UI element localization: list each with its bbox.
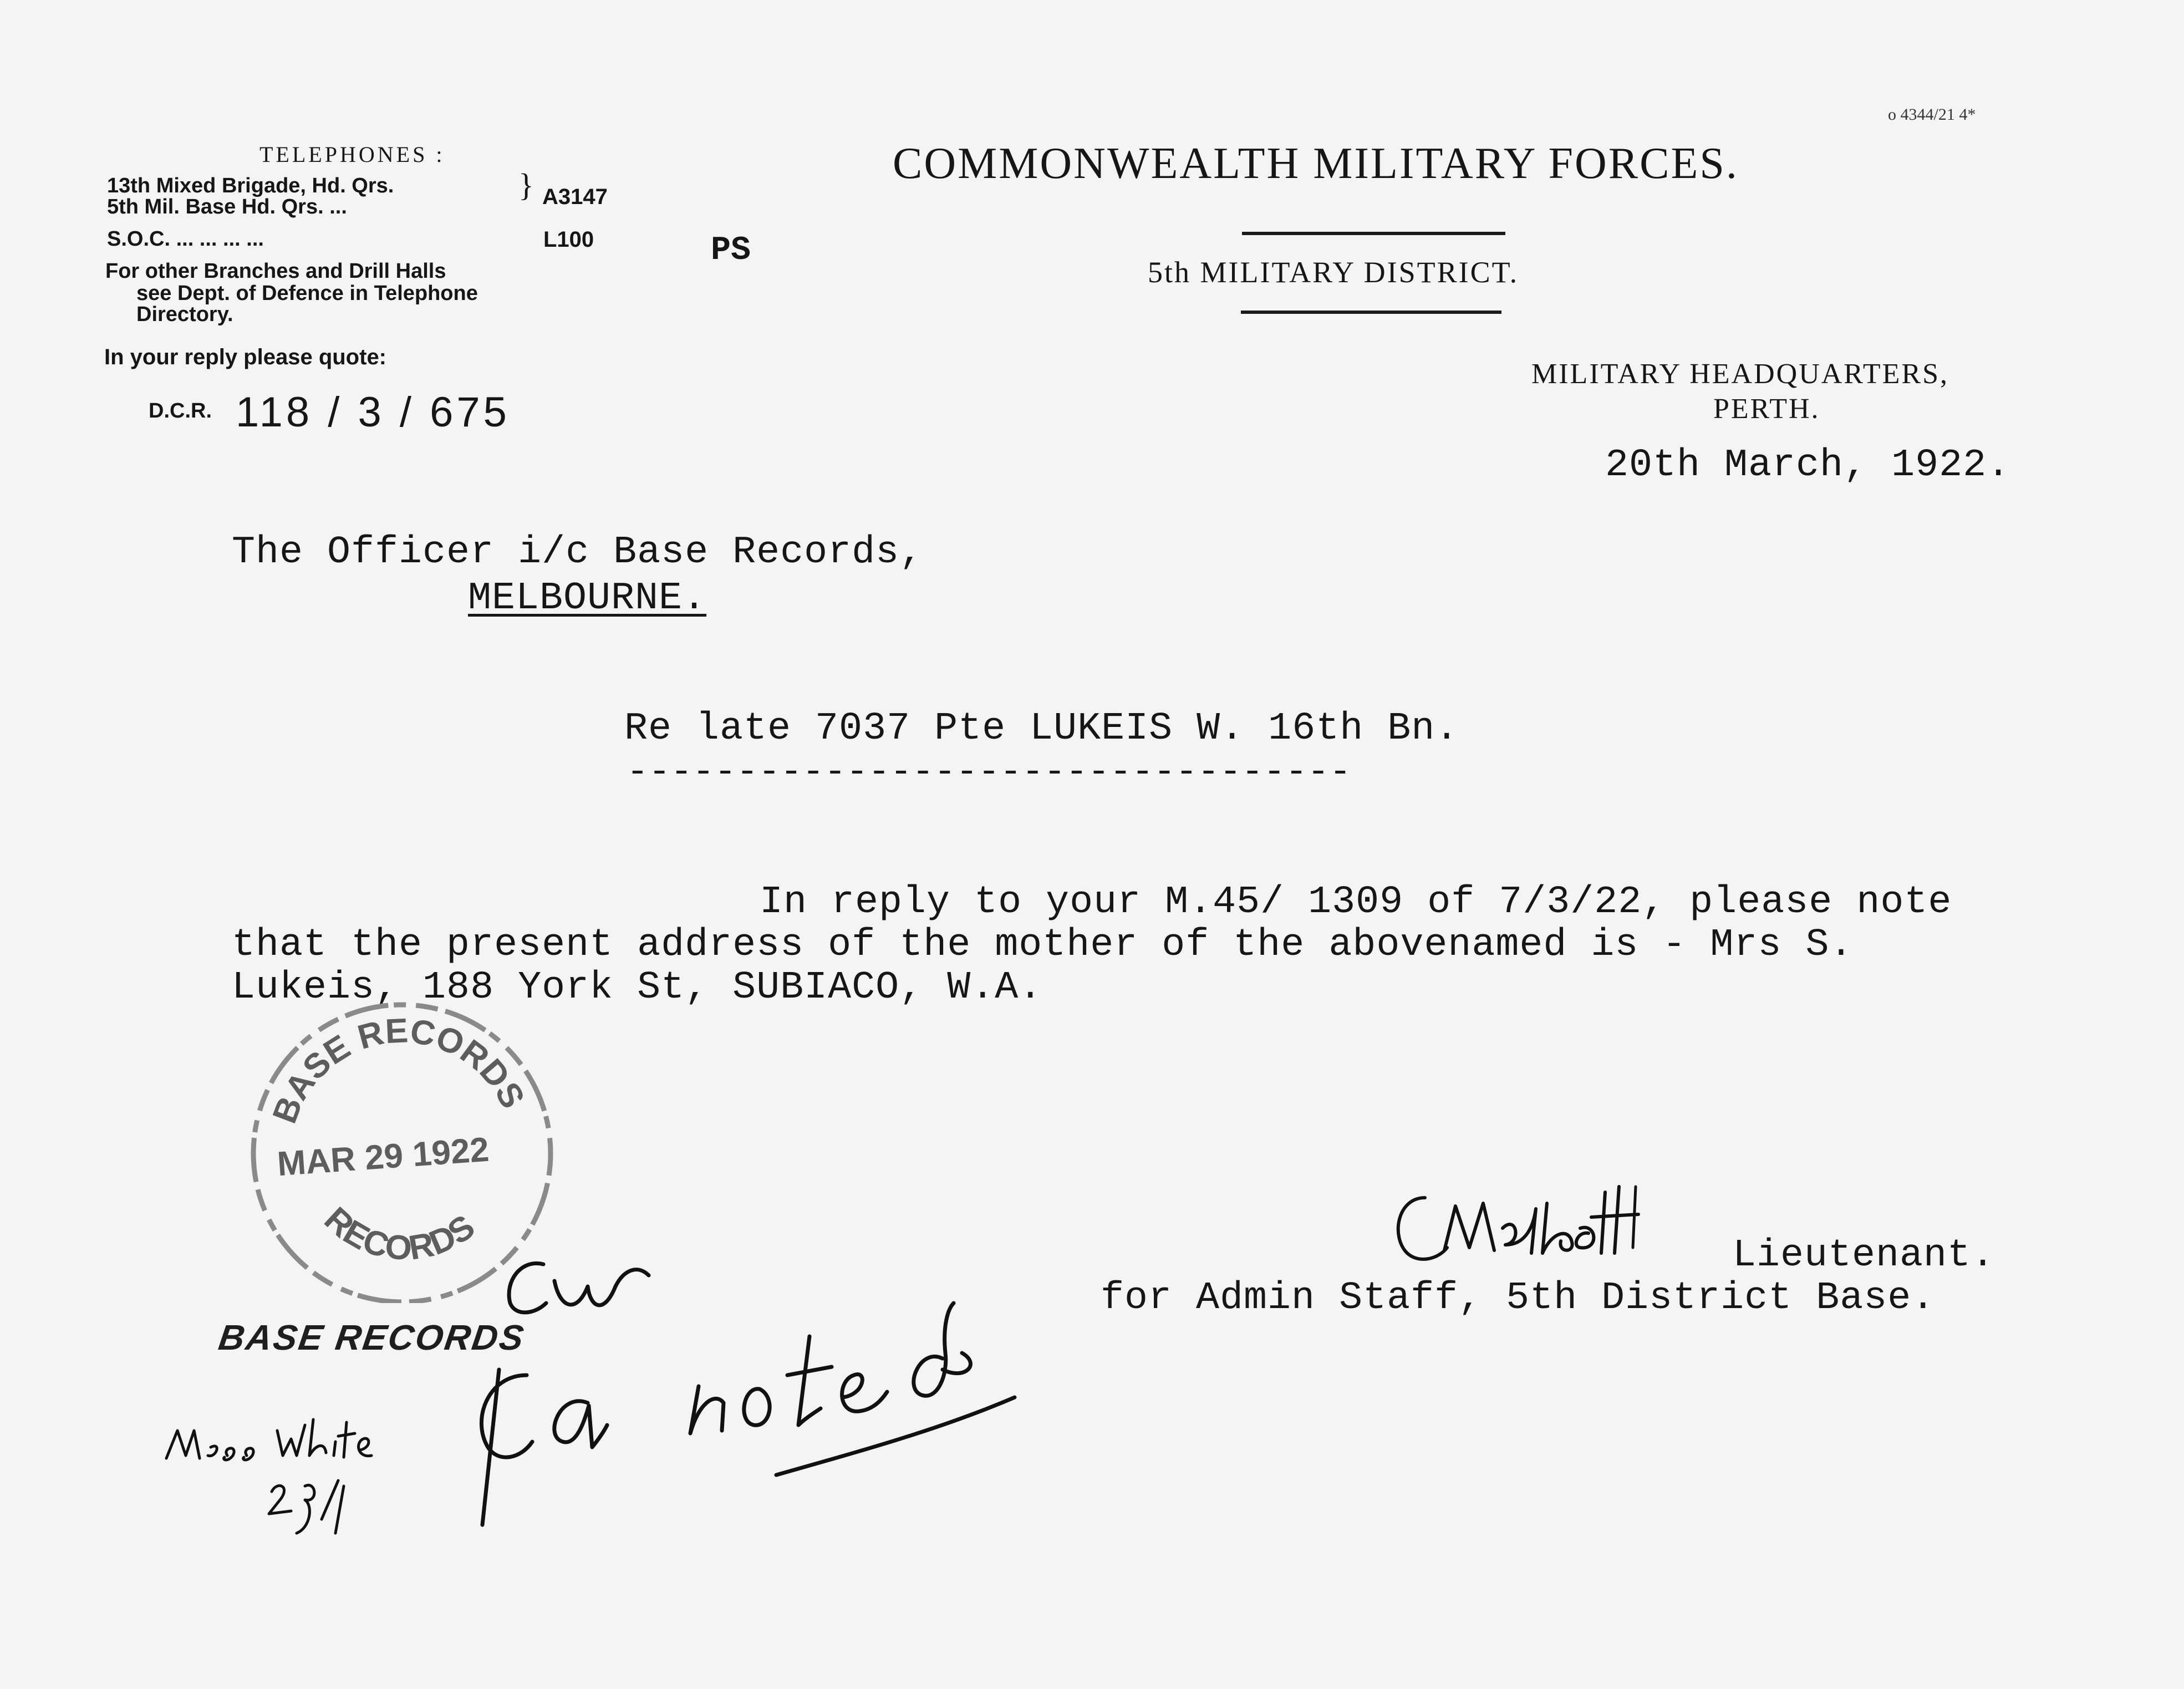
base-records-stamp: BASE RECORDS (216, 1317, 528, 1357)
telephone-line-brigade: 13th Mixed Brigade, Hd. Qrs. (107, 174, 394, 197)
letterhead-title: COMMONWEALTH MILITARY FORCES. (893, 139, 1739, 188)
subject-dashes: --------------------------------- (627, 751, 1352, 793)
body-line-3: Lukeis, 188 York St, SUBIACO, W.A. (232, 966, 1043, 1010)
stamp-bottom-text: RECORDS (317, 1199, 482, 1268)
form-code: o 4344/21 4* (1888, 105, 1976, 124)
stamp-date: MAR 29 1922 (276, 1130, 491, 1184)
telephone-line-base: 5th Mil. Base Hd. Qrs. ... (107, 195, 347, 218)
signatory-rank: Lieutenant. (1733, 1234, 1995, 1278)
subject-line: Re late 7037 Pte LUKEIS W. 16th Bn. (624, 707, 1459, 751)
letterhead-district: 5th MILITARY DISTRICT. (1148, 256, 1519, 289)
addressee-city: MELBOURNE. (468, 577, 707, 620)
handwritten-note (466, 1292, 1042, 1530)
letterhead-rule-bottom (1241, 311, 1501, 314)
ps-mark: PS (711, 232, 751, 269)
telephone-note-2: see Dept. of Defence in Telephone (136, 282, 478, 305)
stamp-top-text: BASE RECORDS (265, 1011, 532, 1128)
body-line-1: In reply to your M.45/ 1309 of 7/3/22, please note (760, 881, 1952, 924)
telephones-title: TELEPHONES : (259, 142, 445, 167)
body-line-2: that the present address of the mother of the abovenamed is - Mrs S. (232, 923, 1854, 967)
headquarters-line: MILITARY HEADQUARTERS, (1531, 358, 1949, 390)
reference-prefix: D.C.R. (149, 399, 212, 423)
brace-mark: } (518, 167, 534, 203)
letter-date: 20th March, 1922. (1605, 444, 2011, 487)
telephone-number-brigade: A3147 (542, 185, 608, 209)
letterhead-rule-top (1242, 232, 1505, 235)
reference-number: 118 / 3 / 675 (236, 389, 510, 436)
telephone-number-soc: L100 (543, 227, 594, 252)
telephone-note-1: For other Branches and Drill Halls (105, 260, 446, 283)
reply-quote-label: In your reply please quote: (104, 345, 387, 369)
handwritten-clerk-note (155, 1408, 421, 1542)
signatory-for-line: for Admin Staff, 5th District Base. (1101, 1276, 1936, 1320)
telephone-line-soc: S.O.C. ... ... ... ... (107, 227, 264, 251)
telephone-note-3: Directory. (136, 303, 233, 326)
headquarters-city: PERTH. (1713, 393, 1820, 425)
signature-mark (1386, 1176, 1674, 1275)
addressee-line-1: The Officer i/c Base Records, (232, 531, 924, 574)
